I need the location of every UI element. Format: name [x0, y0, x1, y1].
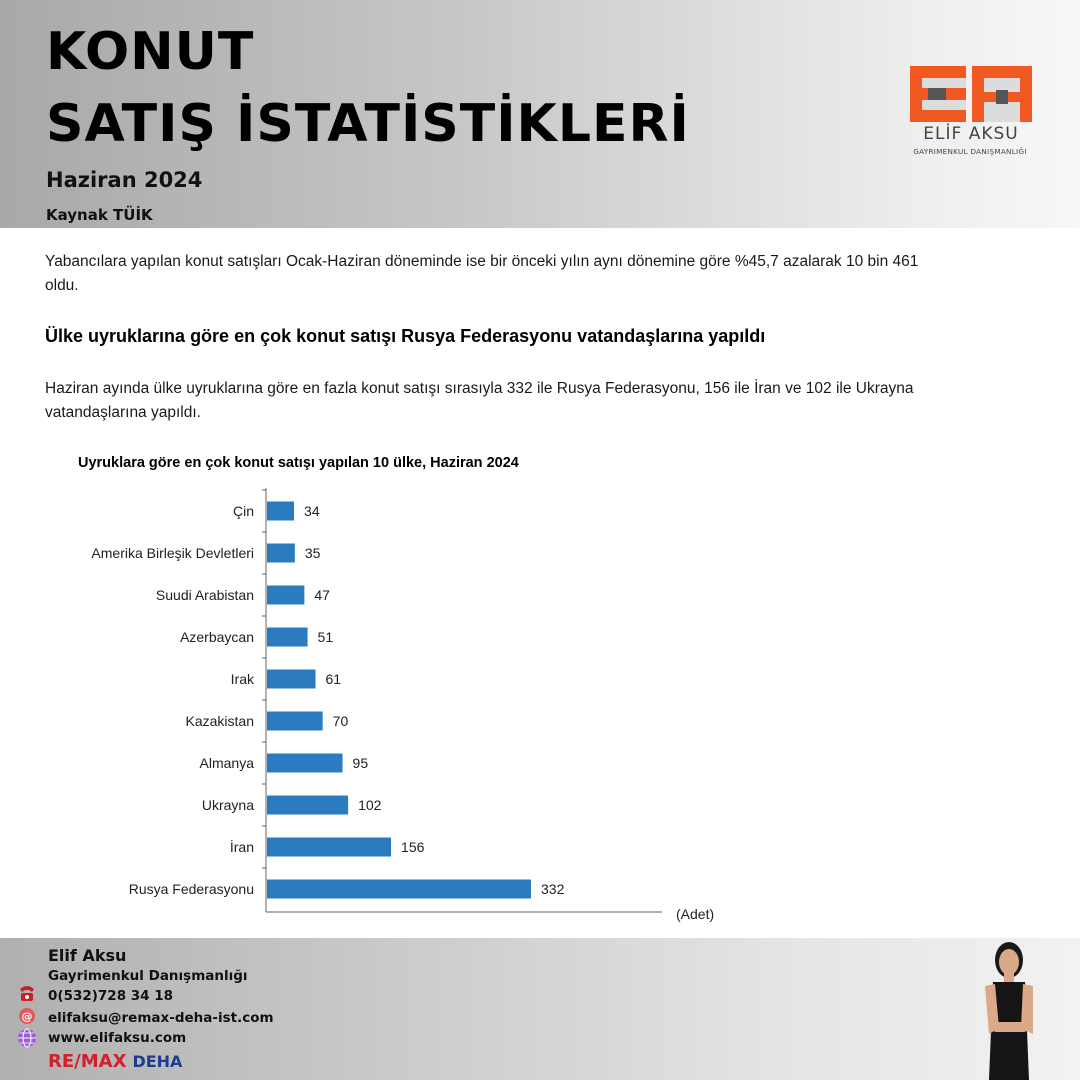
category-label: Irak	[230, 671, 254, 687]
category-label: Almanya	[199, 755, 254, 771]
globe-icon	[16, 1028, 38, 1048]
data-label: 47	[314, 587, 330, 603]
bar	[267, 796, 348, 815]
brand-sub: DEHA	[132, 1052, 183, 1071]
email-icon	[16, 1006, 38, 1026]
bar-chart	[0, 440, 1080, 940]
bar	[267, 670, 316, 689]
category-label: Ukrayna	[201, 797, 254, 813]
bar	[267, 712, 323, 731]
data-label: 61	[325, 671, 342, 687]
bar	[267, 544, 295, 563]
x-axis-unit-label: (Adet)	[676, 906, 715, 922]
logo-subtitle: GAYRIMENKUL DANIŞMANLIĞI	[913, 147, 1027, 156]
chart-title: Uyruklara göre en çok konut satışı yapılan 10 ülke, Haziran 2024	[78, 455, 519, 471]
remax-deha-logo	[48, 1051, 182, 1072]
phone-icon	[16, 983, 38, 1003]
category-label: Rusya Federasyonu	[128, 881, 254, 897]
agent-photo	[975, 938, 1045, 1080]
category-label: Kazakistan	[185, 713, 254, 729]
logo-name: ELİF AKSU	[923, 124, 1019, 144]
bar	[267, 880, 531, 899]
agent-name: Elif Aksu	[48, 946, 127, 965]
detail-paragraph: Haziran ayında ülke uyruklarına göre en fazla konut satışı sırasıyla 332 ile Rusya Federasyonu, 156 ile İran ve 102 ile Ukrayna vatandaşlarına yapıldı.	[45, 380, 914, 421]
bar	[267, 754, 343, 773]
category-label: Suudi Arabistan	[155, 587, 254, 603]
bar	[267, 502, 294, 521]
category-label: İran	[229, 839, 254, 855]
data-label: 35	[304, 545, 321, 561]
category-label: Amerika Birleşik Devletleri	[91, 545, 254, 561]
email-address[interactable]: elifaksu@remax-deha-ist.com	[48, 1010, 274, 1026]
source-label: Kaynak TÜİK	[46, 206, 153, 224]
data-label: 34	[304, 503, 320, 519]
intro-paragraph: Yabancılara yapılan konut satışları Ocak-Haziran döneminde ise bir önceki yılın aynı dönemine göre %45,7 azalarak 10 bin 461 oldu.	[45, 253, 919, 294]
page-title-line2: SATIŞ İSTATİSTİKLERİ	[46, 94, 690, 154]
category-label: Çin	[232, 503, 254, 519]
category-label: Azerbaycan	[180, 629, 254, 645]
bar	[267, 586, 304, 605]
data-label: 156	[401, 839, 425, 855]
data-label: 95	[352, 755, 369, 771]
website-link[interactable]: www.elifaksu.com	[48, 1030, 187, 1046]
phone-number[interactable]: 0(532)728 34 18	[48, 988, 174, 1004]
svg-text:@: @	[21, 1010, 33, 1023]
data-label: 332	[541, 881, 565, 897]
period-label: Haziran 2024	[46, 168, 203, 192]
section-heading: Ülke uyruklarına göre en çok konut satışı Rusya Federasyonu vatandaşlarına yapıldı	[45, 326, 766, 346]
page-title-line1: KONUT	[46, 22, 255, 82]
agent-role: Gayrimenkul Danışmanlığı	[48, 968, 248, 984]
data-label: 51	[317, 629, 334, 645]
data-label: 102	[358, 797, 382, 813]
data-label: 70	[332, 713, 349, 729]
bar	[267, 838, 391, 857]
bar	[267, 628, 308, 647]
brand-main: RE/MAX	[48, 1051, 127, 1072]
